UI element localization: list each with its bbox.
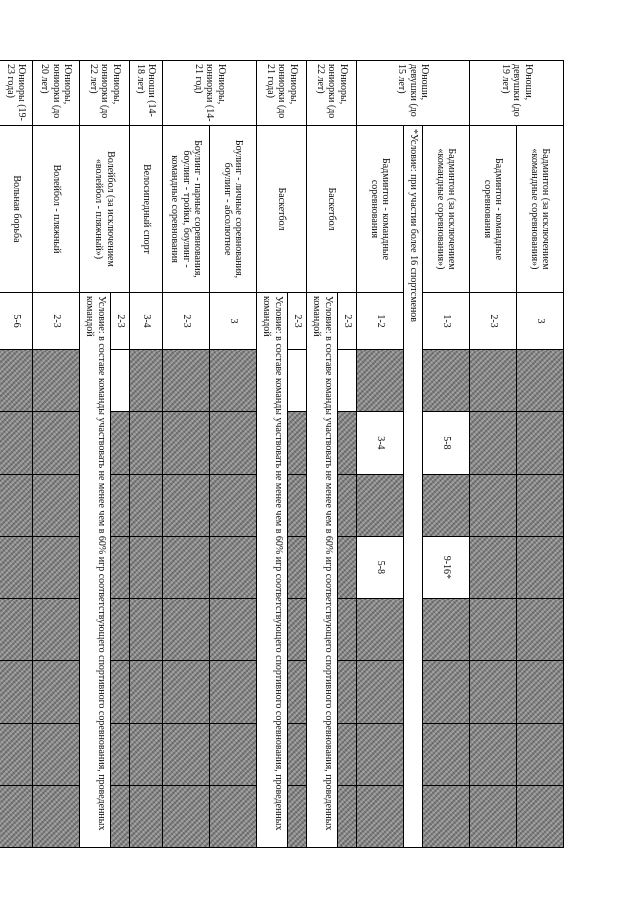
shaded-cell xyxy=(111,785,130,847)
shaded-cell xyxy=(33,723,80,785)
rank-cell: 3-4 xyxy=(130,293,163,350)
shaded-cell xyxy=(423,350,470,412)
rank-cell: 2-3 xyxy=(288,293,307,350)
shaded-cell xyxy=(111,474,130,536)
shaded-cell xyxy=(517,599,564,661)
shaded-cell xyxy=(470,599,517,661)
sport-cell: Бадминтон (за исключением «командные соревнования») xyxy=(423,126,470,293)
qualification-table xyxy=(0,60,564,848)
shaded-cell xyxy=(33,350,80,412)
shaded-cell xyxy=(163,661,210,723)
rank-cell: 2-3 xyxy=(33,293,80,350)
rank-value-cell: 3-4 xyxy=(357,412,404,474)
sport-cell: Баскетбол xyxy=(307,126,357,293)
table-row xyxy=(288,61,307,848)
shaded-cell xyxy=(0,350,33,412)
shaded-cell xyxy=(288,599,307,661)
table-row xyxy=(338,61,357,848)
shaded-cell xyxy=(423,474,470,536)
shaded-cell xyxy=(288,661,307,723)
shaded-cell xyxy=(517,785,564,847)
age-cell: Юниоры, юниорки (до 20 лет) xyxy=(33,61,80,126)
shaded-cell xyxy=(111,536,130,598)
shaded-cell xyxy=(0,536,33,598)
shaded-cell xyxy=(33,785,80,847)
shaded-cell xyxy=(470,661,517,723)
shaded-cell xyxy=(33,661,80,723)
rank-value-cell: 5-8 xyxy=(357,536,404,598)
table-row xyxy=(357,61,404,848)
shaded-cell xyxy=(338,661,357,723)
shaded-cell xyxy=(357,474,404,536)
shaded-cell xyxy=(357,350,404,412)
sport-cell: Бадминтон - командные соревнования xyxy=(470,126,517,293)
shaded-cell xyxy=(210,474,257,536)
shaded-cell xyxy=(423,723,470,785)
shaded-cell xyxy=(517,723,564,785)
shaded-cell xyxy=(130,536,163,598)
shaded-cell xyxy=(163,785,210,847)
shaded-cell xyxy=(517,412,564,474)
sport-cell: Бадминтон - командные соревнования xyxy=(357,126,404,293)
sport-cell: Боулинг - личные соревнования, боулинг - абсолютное xyxy=(210,126,257,293)
shaded-cell xyxy=(338,412,357,474)
shaded-cell xyxy=(130,412,163,474)
age-cell: Юноши (14-18 лет) xyxy=(130,61,163,126)
shaded-cell xyxy=(111,661,130,723)
shaded-cell xyxy=(357,785,404,847)
shaded-cell xyxy=(33,412,80,474)
rank-cell: 2-3 xyxy=(470,293,517,350)
age-cell: Юниоры, юниорки (до 22 лет) xyxy=(307,61,357,126)
shaded-cell xyxy=(163,350,210,412)
shaded-cell xyxy=(338,536,357,598)
shaded-cell xyxy=(130,599,163,661)
rank-cell: 1-3 xyxy=(423,293,470,350)
rank-value-cell: 5-8 xyxy=(423,412,470,474)
shaded-cell xyxy=(130,350,163,412)
shaded-cell xyxy=(338,785,357,847)
table-row xyxy=(470,61,517,848)
shaded-cell xyxy=(470,785,517,847)
shaded-cell xyxy=(338,474,357,536)
age-cell: Юниоры, юниорки (до 21 года) xyxy=(257,61,307,126)
shaded-cell xyxy=(163,474,210,536)
shaded-cell xyxy=(288,474,307,536)
shaded-cell xyxy=(33,536,80,598)
rank-cell: 2-3 xyxy=(111,293,130,350)
shaded-cell xyxy=(357,599,404,661)
condition-note-cell: Условие: в составе команды участвовать не менее чем в 60% игр соответствующего спортивного соревнования, проведенных командой xyxy=(80,293,111,848)
shaded-cell xyxy=(423,661,470,723)
age-cell: Юноши, девушки (до 15 лет) xyxy=(357,61,470,126)
table-row xyxy=(33,61,80,848)
blank-cell xyxy=(338,350,357,412)
table-row xyxy=(163,61,210,848)
shaded-cell xyxy=(288,536,307,598)
condition-note-cell: Условие: в составе команды участвовать не менее чем в 60% игр соответствующего спортивного соревнования, проведенных командой xyxy=(307,293,338,848)
shaded-cell xyxy=(517,661,564,723)
shaded-cell xyxy=(210,785,257,847)
sport-cell: Баскетбол xyxy=(257,126,307,293)
table-row xyxy=(210,61,257,848)
rank-cell: 2-3 xyxy=(163,293,210,350)
table-row xyxy=(517,61,564,848)
shaded-cell xyxy=(338,723,357,785)
shaded-cell xyxy=(0,599,33,661)
shaded-cell xyxy=(111,412,130,474)
shaded-cell xyxy=(0,723,33,785)
shaded-cell xyxy=(357,661,404,723)
shaded-cell xyxy=(0,785,33,847)
sport-cell: Бадминтон (за исключением «командные соревнования») xyxy=(517,126,564,293)
table-row xyxy=(0,61,33,848)
footnote-cell: *Условие: при участии более 16 спортсменов xyxy=(404,126,423,848)
condition-note-cell: Условие: в составе команды участвовать не менее чем в 60% игр соответствующего спортивного соревнования, проведенных командой xyxy=(257,293,288,848)
shaded-cell xyxy=(210,536,257,598)
blank-cell xyxy=(111,350,130,412)
shaded-cell xyxy=(0,474,33,536)
sport-cell: Волейбол - пляжный xyxy=(33,126,80,293)
shaded-cell xyxy=(210,599,257,661)
shaded-cell xyxy=(33,599,80,661)
shaded-cell xyxy=(470,474,517,536)
rotated-table-wrapper xyxy=(5,60,564,848)
shaded-cell xyxy=(288,723,307,785)
shaded-cell xyxy=(288,412,307,474)
shaded-cell xyxy=(423,599,470,661)
rank-cell: 1-2 xyxy=(357,293,404,350)
shaded-cell xyxy=(470,536,517,598)
shaded-cell xyxy=(163,412,210,474)
shaded-cell xyxy=(163,723,210,785)
shaded-cell xyxy=(130,785,163,847)
shaded-cell xyxy=(357,723,404,785)
shaded-cell xyxy=(130,661,163,723)
table-row xyxy=(111,61,130,848)
shaded-cell xyxy=(163,599,210,661)
rank-value-cell: 9-16* xyxy=(423,536,470,598)
shaded-cell xyxy=(470,412,517,474)
sport-cell: Вольная борьба xyxy=(0,126,33,293)
shaded-cell xyxy=(0,661,33,723)
shaded-cell xyxy=(423,785,470,847)
shaded-cell xyxy=(130,723,163,785)
shaded-cell xyxy=(210,723,257,785)
table-row xyxy=(423,61,470,848)
rank-cell: 5-6 xyxy=(0,293,33,350)
age-cell: Юниоры (19-23 года) xyxy=(0,61,33,126)
sport-cell: Волейбол (за исключением «волейбол - пляжный») xyxy=(80,126,130,293)
shaded-cell xyxy=(210,412,257,474)
age-cell: Юниоры, юниорки (14-21 год) xyxy=(163,61,257,126)
shaded-cell xyxy=(163,536,210,598)
shaded-cell xyxy=(130,474,163,536)
rank-cell: 3 xyxy=(517,293,564,350)
age-cell: Юноши, девушки (до 19 лет) xyxy=(470,61,564,126)
blank-cell xyxy=(288,350,307,412)
shaded-cell xyxy=(517,536,564,598)
table-row xyxy=(130,61,163,848)
shaded-cell xyxy=(33,474,80,536)
shaded-cell xyxy=(338,599,357,661)
rank-cell: 3 xyxy=(210,293,257,350)
shaded-cell xyxy=(210,350,257,412)
age-cell: Юниоры, юниорки (до 22 лет) xyxy=(80,61,130,126)
shaded-cell xyxy=(470,723,517,785)
shaded-cell xyxy=(111,599,130,661)
sport-cell: Велосипедный спорт xyxy=(130,126,163,293)
shaded-cell xyxy=(517,474,564,536)
shaded-cell xyxy=(111,723,130,785)
shaded-cell xyxy=(288,785,307,847)
shaded-cell xyxy=(0,412,33,474)
rank-cell: 2-3 xyxy=(338,293,357,350)
shaded-cell xyxy=(210,661,257,723)
table-row xyxy=(404,61,423,848)
sport-cell: Боулинг - парные соревнования, боулинг - тройки, боулинг - командные соревнования xyxy=(163,126,210,293)
shaded-cell xyxy=(470,350,517,412)
shaded-cell xyxy=(517,350,564,412)
